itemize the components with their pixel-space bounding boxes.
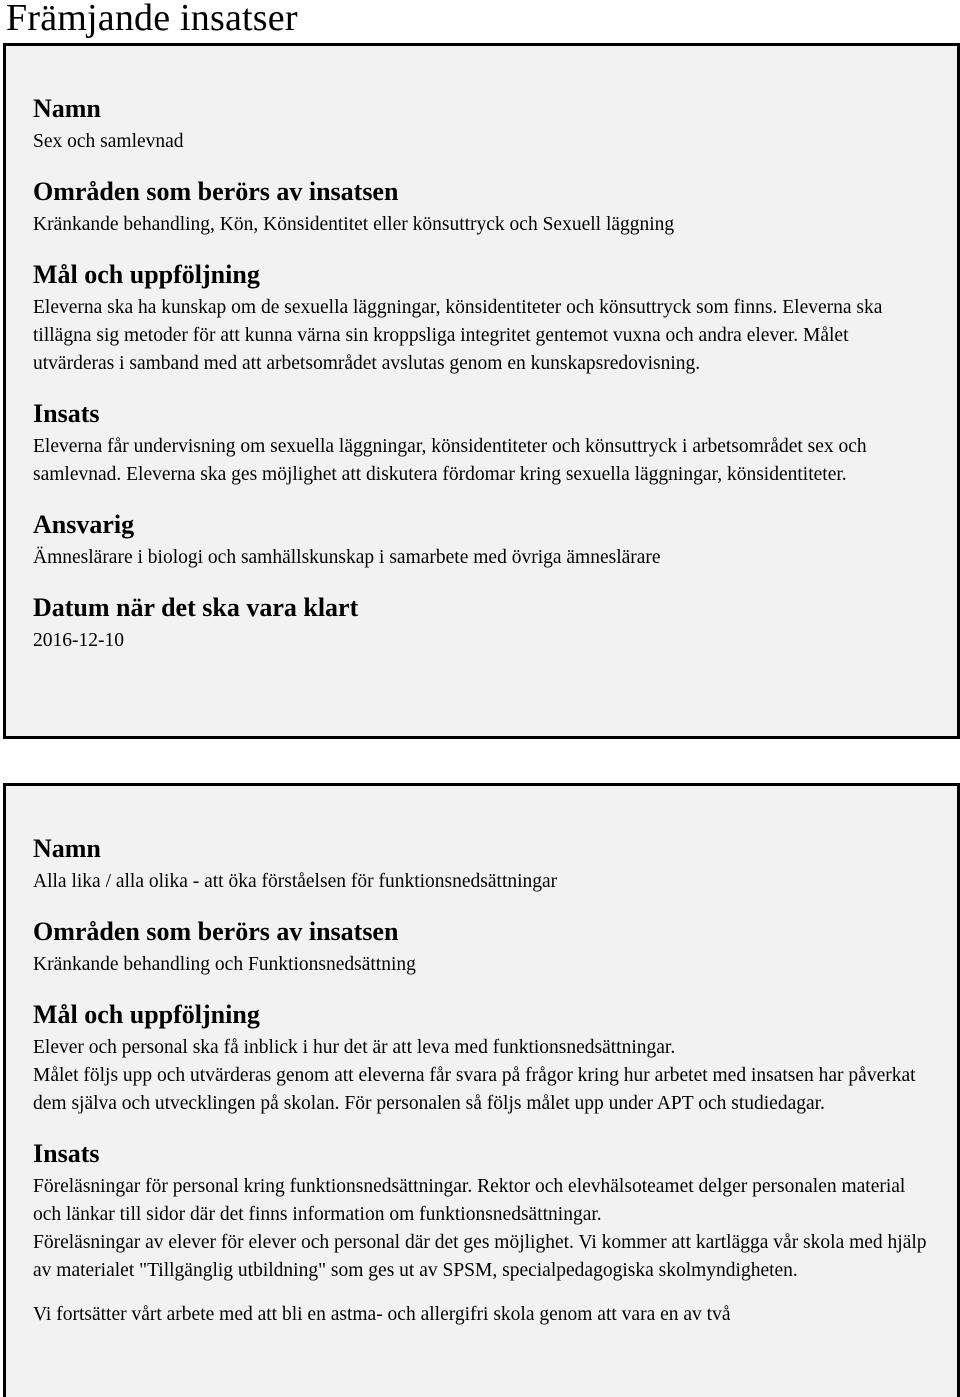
responsible-section (33, 511, 931, 572)
goal-heading: Mål och uppföljning (33, 1000, 260, 1029)
action-paragraph: Föreläsningar för personal kring funktionsnedsättningar. Rektor och elevhälsoteamet delger personalen material och länkar till sidor där det finns information om funktionsnedsättningar. (33, 1176, 906, 1225)
insats-card-1 (3, 43, 960, 739)
date-value: 2016-12-10 (33, 630, 124, 651)
date-heading: Datum när det ska vara klart (33, 593, 359, 622)
goal-paragraph: Målet följs upp och utvärderas genom att eleverna får svara på frågor kring hur arbetet med insatsen har påverkat dem själva och utvecklingen på skolan. För personalen så följs målet upp under APT och studiedagar. (33, 1065, 916, 1114)
name-section (33, 95, 931, 156)
name-heading: Namn (33, 834, 101, 863)
goal-heading: Mål och uppföljning (33, 260, 260, 289)
areas-section (33, 178, 931, 239)
responsible-heading: Ansvarig (33, 510, 135, 539)
goal-section (33, 261, 931, 378)
action-paragraph: Eleverna får undervisning om sexuella läggningar, könsidentiteter och könsuttryck i arbetsområdet sex och samlevnad. Eleverna ska ges möjlighet att diskutera fördomar kring sexuella läggningar, könsidentiteter. (33, 436, 867, 485)
name-value: Alla lika / alla olika - att öka förståelsen för funktionsnedsättningar (33, 871, 558, 892)
insats-card-2 (3, 783, 960, 1397)
areas-heading: Områden som berörs av insatsen (33, 917, 399, 946)
action-section (33, 1140, 931, 1285)
action-heading: Insats (33, 399, 100, 428)
name-heading: Namn (33, 94, 101, 123)
action-heading: Insats (33, 1139, 100, 1168)
areas-value: Kränkande behandling, Kön, Könsidentitet eller könsuttryck och Sexuell läggning (33, 214, 675, 235)
goal-paragraph: Eleverna ska ha kunskap om de sexuella läggningar, könsidentiteter och könsuttryck som finns. Eleverna ska tillägna sig metoder för att kunna värna sin kroppsliga integritet gentemot vuxna och andra elever. Målet utvärderas i samband med att arbetsområdet avslutas genom en kunskapsredovisning. (33, 297, 883, 374)
goal-paragraph: Elever och personal ska få inblick i hur det är att leva med funktionsnedsättningar. (33, 1037, 676, 1058)
areas-section (33, 918, 931, 979)
name-value: Sex och samlevnad (33, 131, 184, 152)
date-section (33, 594, 931, 655)
action-section (33, 400, 931, 489)
areas-heading: Områden som berörs av insatsen (33, 177, 399, 206)
responsible-value: Ämneslärare i biologi och samhällskunskap i samarbete med övriga ämneslärare (33, 547, 661, 568)
page-title: Främjande insatser (6, 0, 298, 39)
name-section (33, 835, 931, 896)
areas-value: Kränkande behandling och Funktionsnedsättning (33, 954, 416, 975)
action-paragraph: Föreläsningar av elever för elever och personal där det ges möjlighet. Vi kommer att kartlägga vår skola med hjälp av materialet "Tillgänglig utbildning" som ges ut av SPSM, specialpedagogiska skolmyndigheten. (33, 1232, 927, 1281)
trailing-paragraph: Vi fortsätter vårt arbete med att bli en astma- och allergifri skola genom att vara en av två (33, 1304, 731, 1325)
goal-section (33, 1001, 931, 1118)
